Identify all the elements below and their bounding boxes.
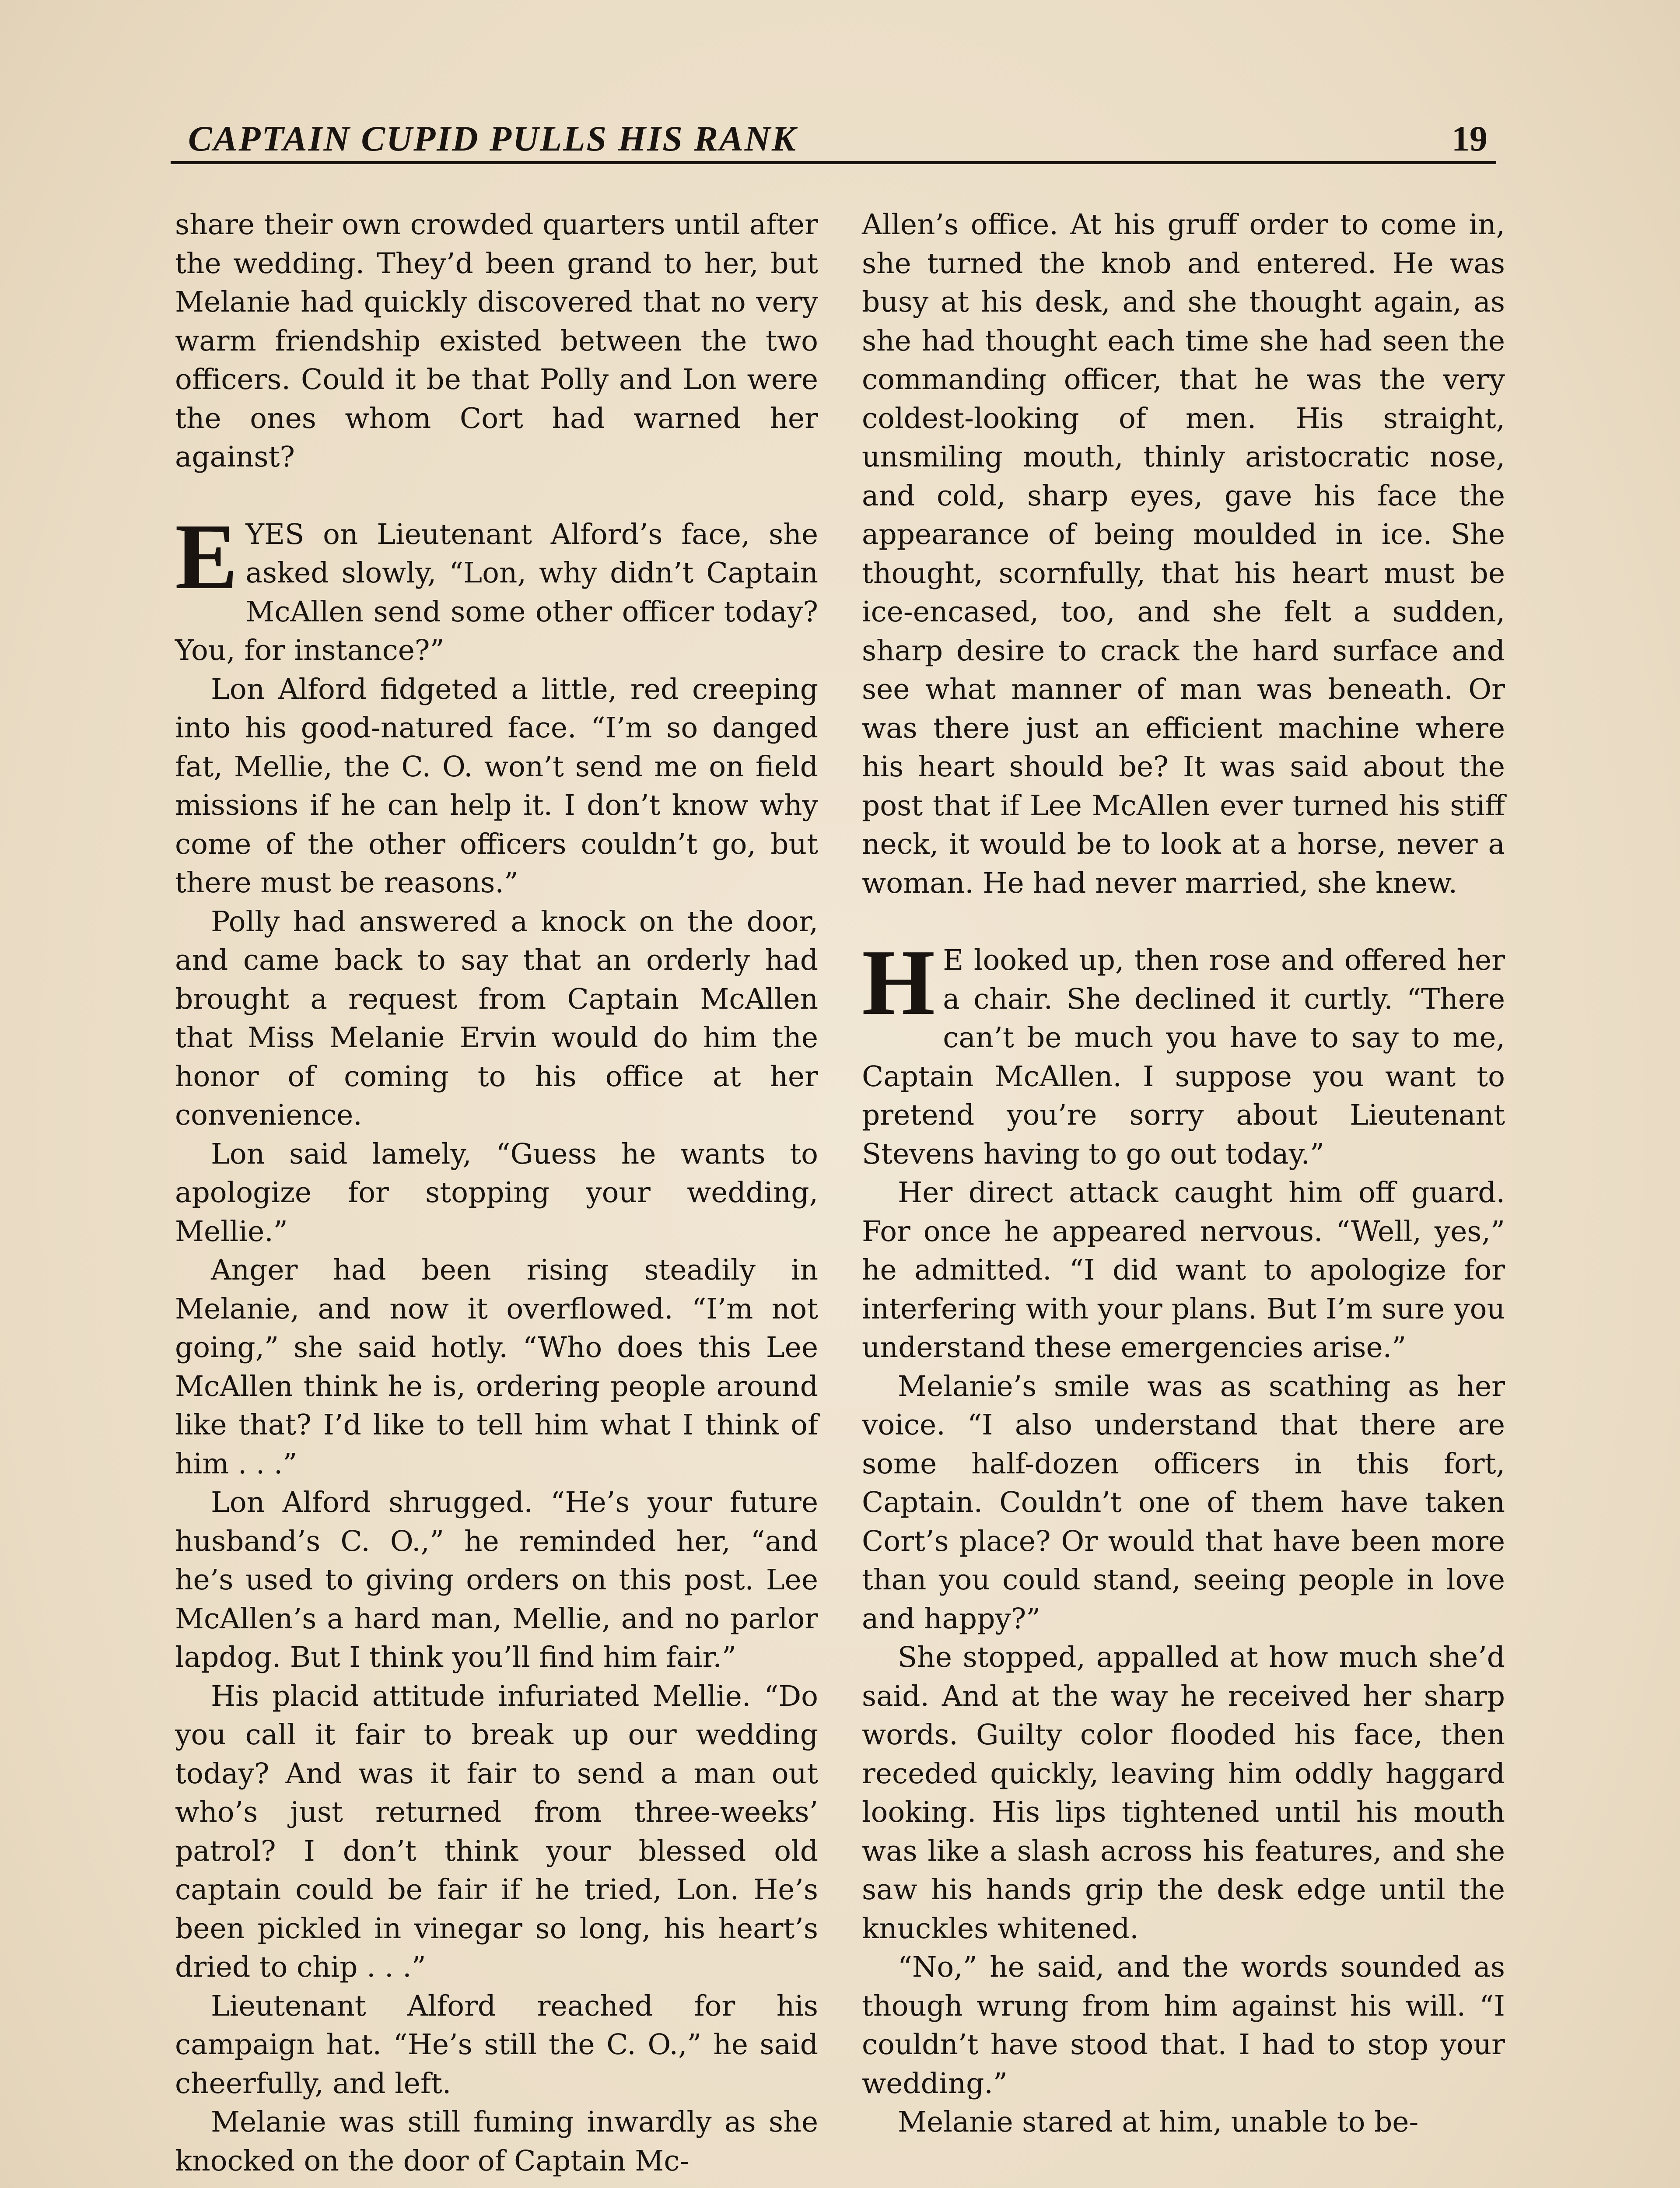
paragraph-with-dropcap [175,504,818,670]
paragraph: Melanie was still fuming inwardly as she knocked on the door of Captain Mc- [175,2106,818,2177]
running-title: CAPTAIN CUPID PULLS HIS RANK [188,119,797,158]
dropcap-lead-in: YES on [245,518,377,551]
paragraph: Lon Alford shrugged. “He’s your future husband’s C. O.,” he reminded her, “and he’s used to giving orders on this post. Lee McAllen’s a hard man, Mellie, and no parlor lapdog. But I think you’ll find him fair.” [175,1486,818,1674]
paragraph: “No,” he said, and the words sounded as though wrung from him against his will. “I couldn’t have stood that. I had to stop your wedding.” [862,1951,1505,2100]
left-column [175,206,818,2181]
paragraph: Allen’s office. At his gruff order to come in, she turned the knob and entered. He was busy at his desk, and she thought again, as she had thought each time she had seen the commanding officer, that he was the very coldest-looking of men. His straight, unsmiling mouth, thinly aristocratic nose, and cold, sharp eyes, gave his face the appearance of being moulded in ice. She thought, scornfully, that his heart must be ice-encased, too, and she felt a sudden, sharp desire to crack the hard surface and see what manner of man was beneath. Or was there just an efficient machine where his heart should be? It was said about the post that if Lee McAllen ever turned his stiff neck, it would be to look at a horse, never a woman. He had never married, she knew. [862,208,1505,900]
paragraph: Her direct attack caught him off guard. For once he appeared nervous. “Well, yes,” he admitted. “I did want to apologize for interfering with your plans. But I’m sure you understand these emergencies arise.” [862,1176,1505,1364]
paragraph: Anger had been rising steadily in Melanie, and now it overflowed. “I’m not going,” she said hotly. “Who does this Lee McAllen think he is, ordering people around like that? I’d like to tell him what I think of him . . .” [175,1254,818,1480]
paragraph: Melanie stared at him, unable to be- [898,2106,1419,2139]
paragraph: Lieutenant Alford reached for his campaign hat. “He’s still the C. O.,” he said cheerfully, and left. [175,1989,818,2100]
paragraph: share their own crowded quarters until after the wedding. They’d been grand to her, but Melanie had quickly discovered that no very warm friendship existed between the two officers. Could it be that Polly and Lon were the ones whom Cort had warned her against? [175,208,818,473]
paragraph-text: Lieutenant Alford’s face, she asked slowly, “Lon, why didn’t Captain McAllen send some other officer today? You, for instance?” [175,518,818,667]
page-header [171,109,1496,166]
paragraph: Lon Alford fidgeted a little, red creeping into his good-natured face. “I’m so danged fat, Mellie, the C. O. won’t send me on field missions if he can help it. I don’t know why come of the other officers couldn’t go, but there must be reasons.” [175,673,818,899]
right-column [862,206,1505,2142]
paragraph-with-dropcap [862,930,1505,1174]
paragraph: Polly had answered a knock on the door, and came back to say that an orderly had brought a request from Captain McAllen that Miss Melanie Ervin would do him the honor of coming to his office at her convenience. [175,905,818,1132]
paragraph: Melanie’s smile was as scathing as her voice. “I also understand that there are some half-dozen officers in this fort, Captain. Couldn’t one of them have taken Cort’s place? Or would that have been more than you could stand, seeing people in love and happy?” [862,1370,1505,1635]
drop-cap: E [175,504,238,609]
drop-cap: H [862,930,935,1034]
page-number: 19 [1452,119,1488,158]
paragraph-text: looked up, then rose and offered her a chair. She declined it curtly. “There can’t be much you have to say to me, Captain McAllen. I suppose you want to pretend you’re sorry about Lieutenant Stevens having to go out today.” [862,944,1505,1171]
dropcap-lead-in: E [943,944,974,977]
header-rule [171,161,1496,164]
paragraph: She stopped, appalled at how much she’d said. And at the way he received her sharp words. Guilty color flooded his face, then receded quickly, leaving him oddly haggard looking. His lips tightened until his mouth was like a slash across his features, and she saw his hands grip the desk edge until the knuckles whitened. [862,1641,1505,1945]
paragraph: His placid attitude infuriated Mellie. “Do you call it fair to break up our wedding today? And was it fair to send a man out who’s just returned from three-weeks’ patrol? I don’t think your blessed old captain could be fair if he tried, Lon. He’s been pickled in vinegar so long, his heart’s dried to chip . . .” [175,1680,818,1984]
paragraph: Lon said lamely, “Guess he wants to apologize for stopping your wedding, Mellie.” [175,1137,818,1248]
